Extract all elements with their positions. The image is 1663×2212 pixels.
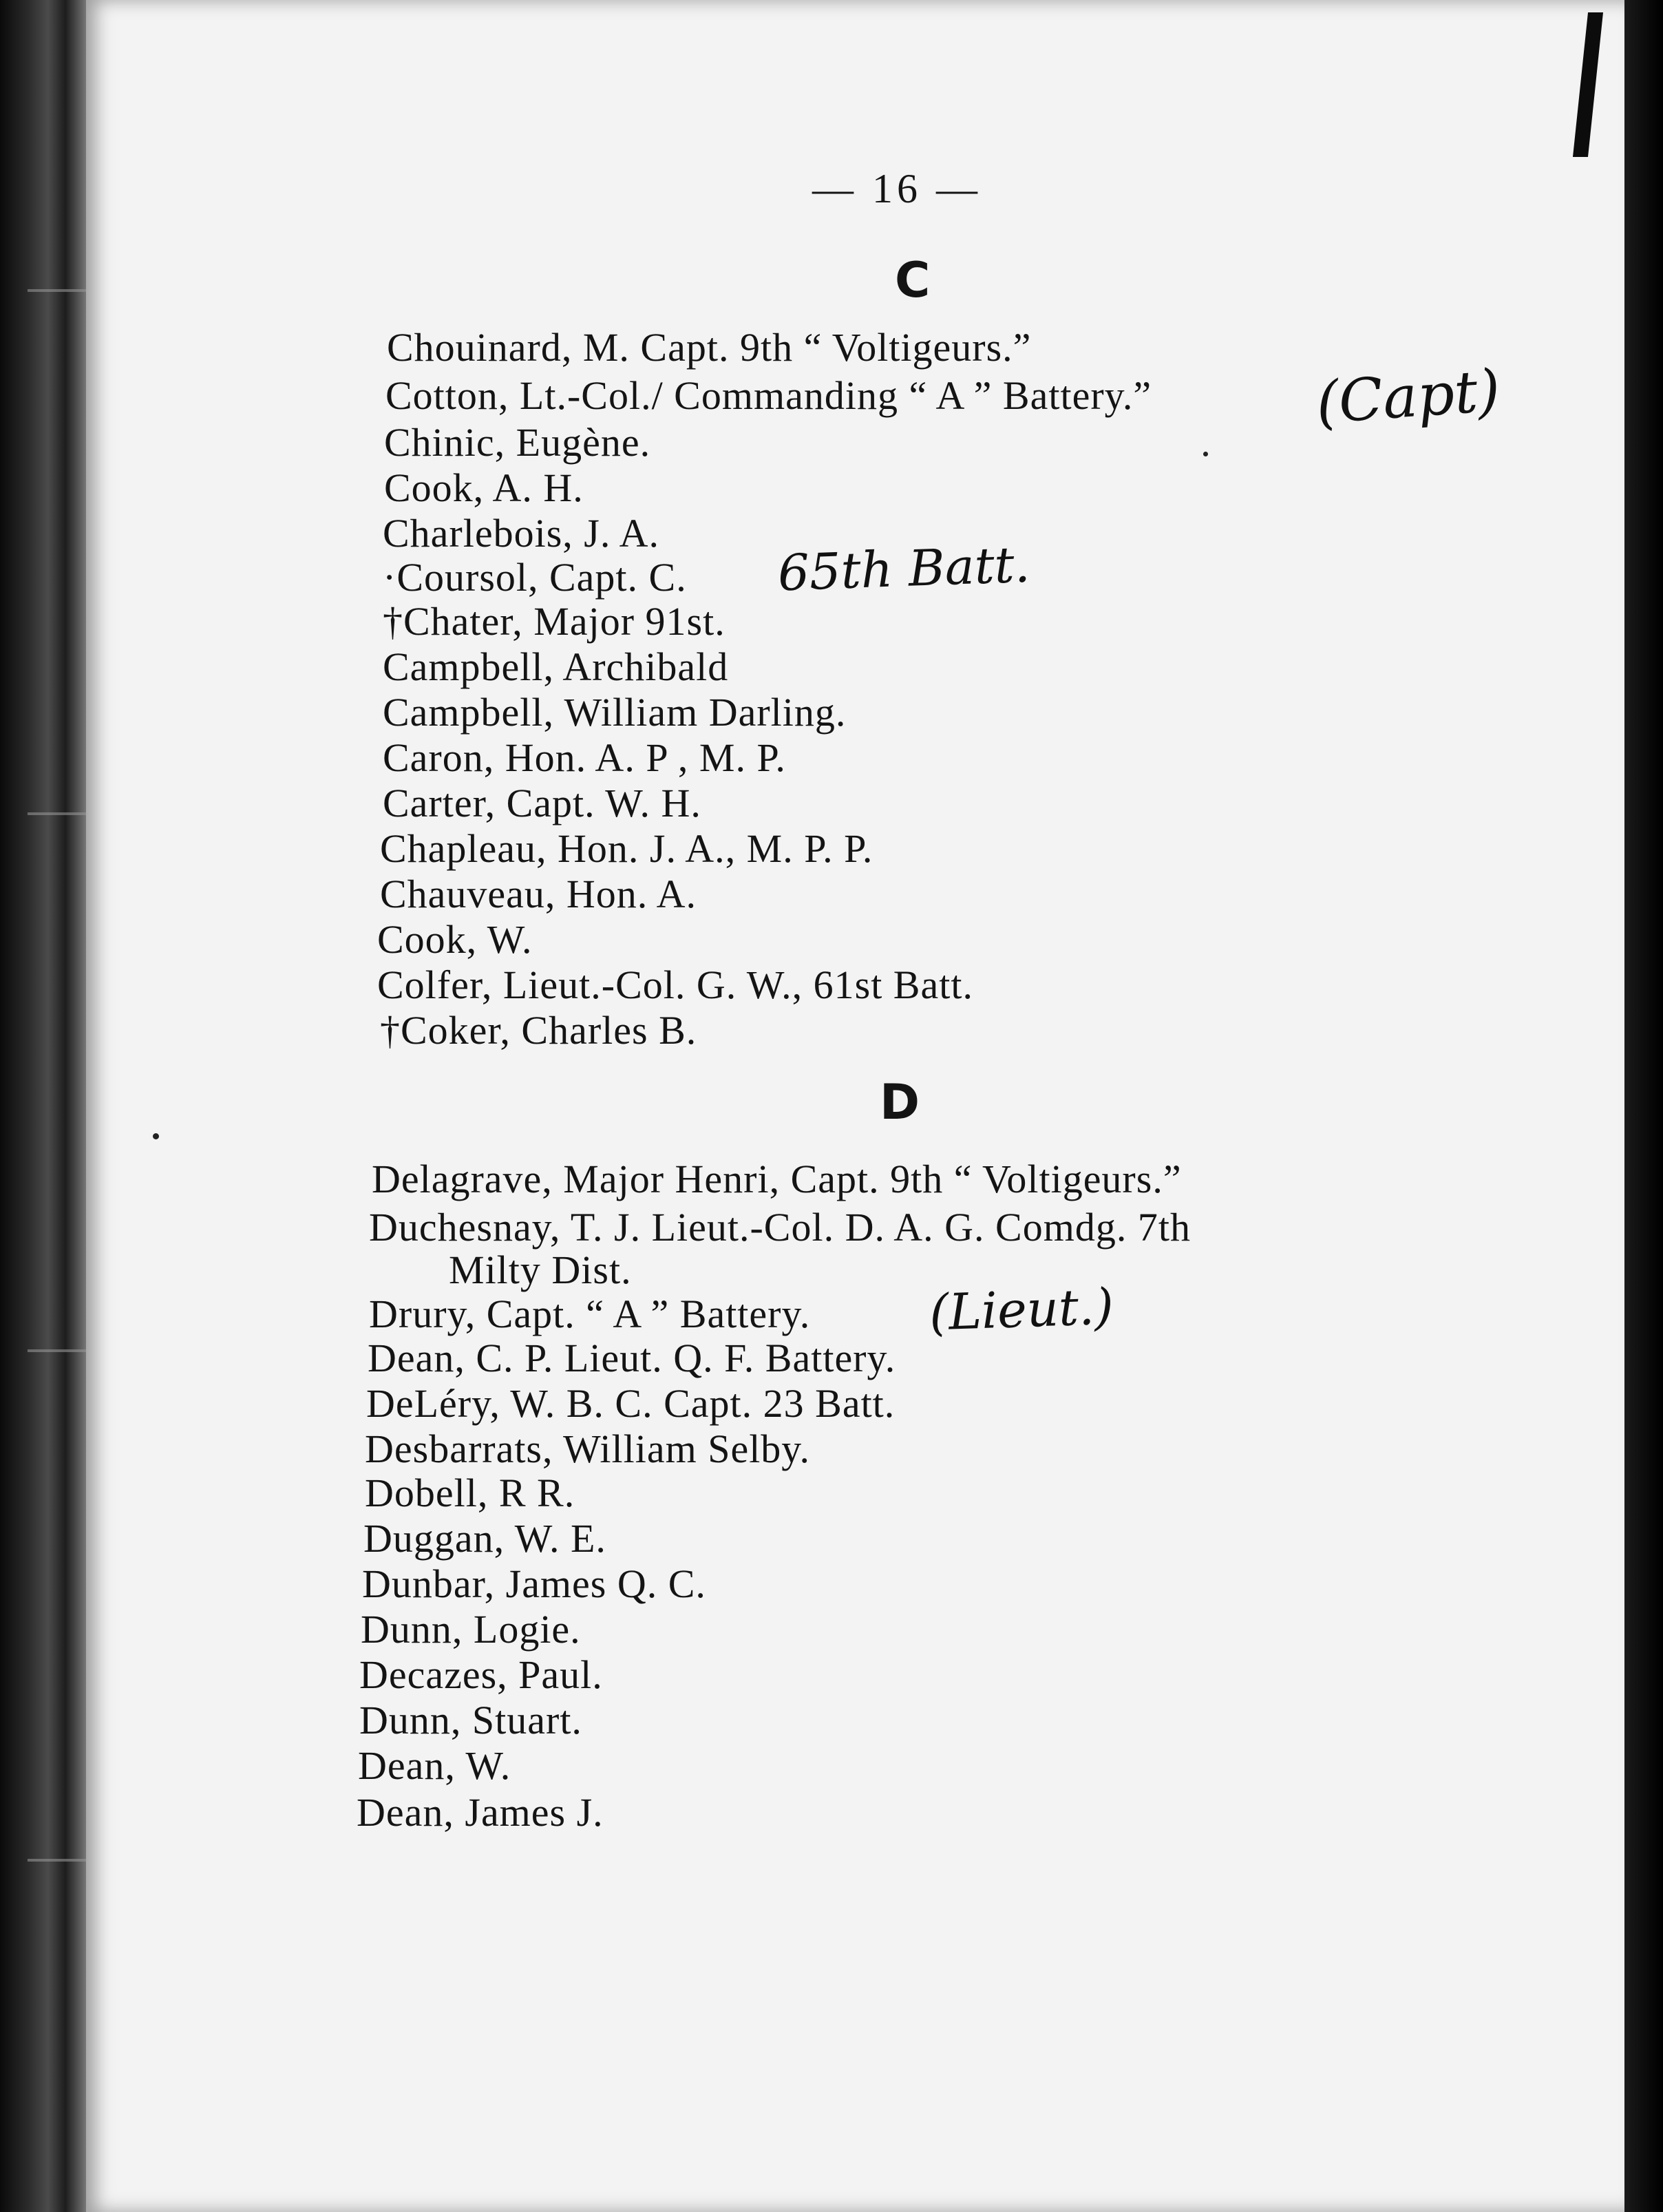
entry-chater: †Chater, Major 91st. (383, 599, 725, 644)
entry-duchesnay: Duchesnay, T. J. Lieut.-Col. D. A. G. Comdg. 7th (369, 1205, 1191, 1250)
entry-dunn-logie: Dunn, Logie. (361, 1607, 581, 1652)
entry-dean-cp: Dean, C. P. Lieut. Q. F. Battery. (368, 1336, 896, 1380)
page-stack-line (28, 289, 94, 292)
section-heading-d: D (880, 1074, 921, 1130)
page-number: — 16 — (812, 166, 982, 211)
page-stack-line (28, 1349, 94, 1352)
page-stack-line (28, 812, 94, 815)
entry-delery: DeLéry, W. B. C. Capt. 23 Batt. (366, 1381, 896, 1426)
page-stack-line (28, 1859, 94, 1862)
entry-campbell-william: Campbell, William Darling. (383, 690, 847, 735)
entry-campbell-archibald: Campbell, Archibald (383, 644, 729, 689)
ink-speck (153, 1133, 159, 1139)
entry-chauveau: Chauveau, Hon. A. (380, 872, 697, 916)
entry-caron: Caron, Hon. A. P , M. P. (383, 735, 786, 780)
entry-drury: Drury, Capt. “ A ” Battery. (369, 1292, 811, 1336)
entry-chapleau: Chapleau, Hon. J. A., M. P. P. (380, 826, 873, 871)
entry-dobell: Dobell, R R. (365, 1471, 575, 1515)
entry-dean-w: Dean, W. (358, 1743, 511, 1788)
book-gutter (0, 0, 89, 2212)
entry-charlebois: Charlebois, J. A. (383, 511, 660, 556)
entry-dunn-stuart: Dunn, Stuart. (359, 1698, 582, 1742)
entry-duggan: Duggan, W. E. (363, 1516, 606, 1561)
page-edge-shadow (1624, 0, 1663, 2212)
entry-cotton: Cotton, Lt.-Col./ Commanding “ A ” Battery.” (385, 373, 1152, 418)
entry-cook-ah: Cook, A. H. (384, 465, 584, 510)
entry-decazes: Decazes, Paul. (359, 1652, 603, 1697)
handwritten-capt: (Capt) (1313, 356, 1503, 437)
section-heading-c: C (895, 252, 931, 308)
entry-duchesnay-cont: Milty Dist. (449, 1247, 632, 1292)
entry-colfer: Colfer, Lieut.-Col. G. W., 61st Batt. (377, 962, 973, 1007)
entry-cook-w: Cook, W. (377, 917, 533, 962)
entry-coursol: ·Coursol, Capt. C. (383, 555, 687, 600)
ink-speck (1203, 452, 1208, 456)
entry-chouinard: Chouinard, M. Capt. 9th “ Voltigeurs.” (387, 325, 1032, 370)
entry-dean-james: Dean, James J. (357, 1790, 604, 1835)
entry-carter: Carter, Capt. W. H. (383, 781, 701, 825)
entry-coker: †Coker, Charles B. (380, 1008, 697, 1053)
entry-delagrave: Delagrave, Major Henri, Capt. 9th “ Voltigeurs.” (372, 1157, 1182, 1201)
handwritten-65th-batt: 65th Batt. (776, 535, 1031, 602)
handwritten-lieut: (Lieut.) (928, 1277, 1115, 1342)
entry-dunbar: Dunbar, James Q. C. (362, 1561, 706, 1606)
entry-chinic: Chinic, Eugène. (384, 420, 651, 465)
entry-desbarrats: Desbarrats, William Selby. (365, 1426, 811, 1471)
